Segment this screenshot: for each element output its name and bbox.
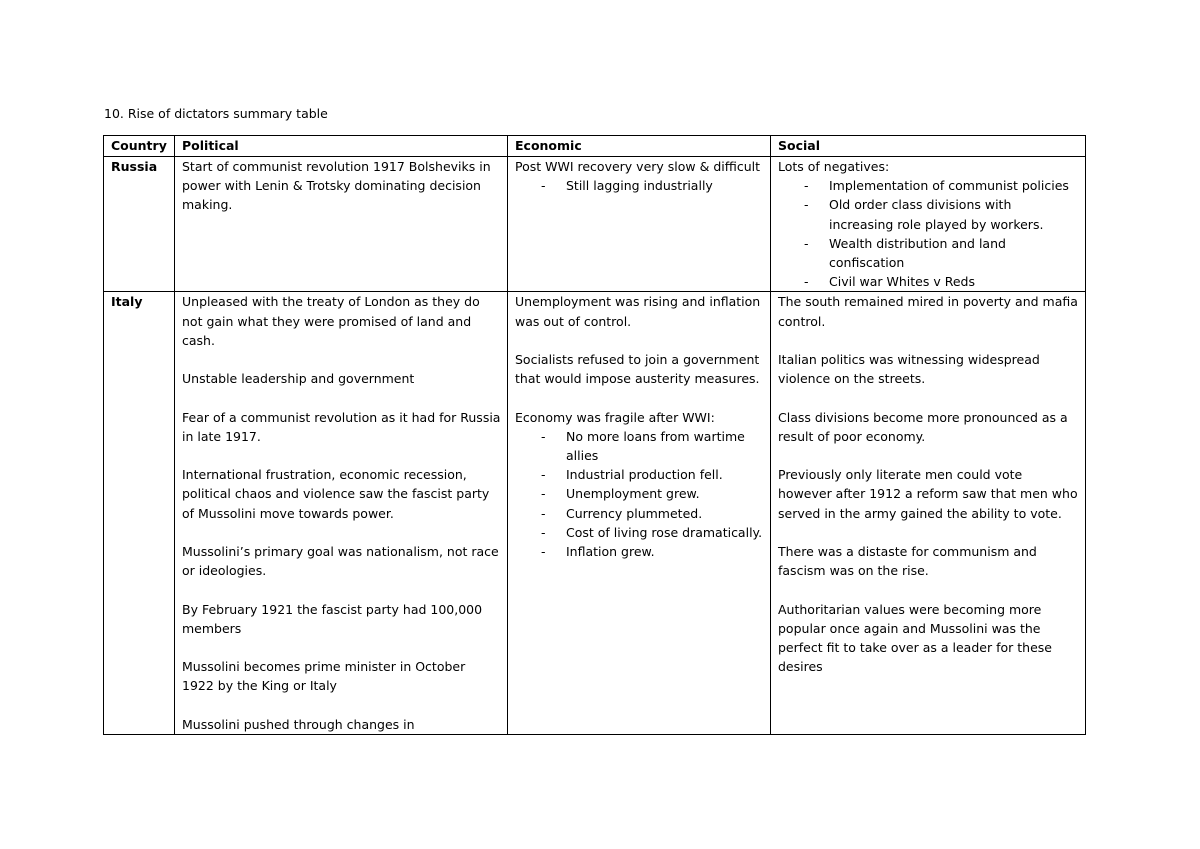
list-item: - Unemployment grew. <box>515 484 764 503</box>
list-item: - Inflation grew. <box>515 542 764 561</box>
russia-social-list <box>778 176 1079 291</box>
russia-economic-intro: Post WWI recovery very slow & difficult <box>515 159 760 174</box>
italy-economic-paragraph: Economy was fragile after WWI: <box>515 409 715 425</box>
header-economic: Economic <box>508 136 771 157</box>
italy-political-paragraph: Unstable leadership and government <box>182 371 415 387</box>
russia-economic-list <box>515 176 764 195</box>
italy-political-paragraph: Fear of a communist revolution as it had for Russia in late 1917. <box>182 409 501 444</box>
russia-economic-cell <box>508 157 771 292</box>
list-item: - Still lagging industrially <box>515 176 764 195</box>
list-item: - Civil war Whites v Reds <box>778 272 1079 291</box>
italy-political-paragraph: International frustration, economic recession, political chaos and violence saw the fascist party of Mussolini move towards power. <box>182 467 490 521</box>
italy-social-cell <box>771 292 1086 735</box>
italy-political-paragraph: Mussolini’s primary goal was nationalism, not race or ideologies. <box>182 544 499 579</box>
italy-country-cell: Italy <box>104 292 175 735</box>
russia-political-cell <box>175 157 508 292</box>
header-country: Country <box>104 136 175 157</box>
italy-social-paragraph: The south remained mired in poverty and mafia control. <box>778 294 1078 329</box>
italy-social-paragraph: There was a distaste for communism and fascism was on the rise. <box>778 544 1037 579</box>
italy-economic-paragraph: Unemployment was rising and inflation was out of control. <box>515 294 761 329</box>
list-item: - No more loans from wartime allies <box>515 427 764 465</box>
list-item: - Old order class divisions with increasing role played by workers. <box>778 195 1079 233</box>
list-item: - Industrial production fell. <box>515 465 764 484</box>
list-item: - Cost of living rose dramatically. <box>515 523 764 542</box>
italy-political-paragraph: Mussolini becomes prime minister in October 1922 by the King or Italy <box>182 659 466 694</box>
italy-economic-list <box>515 427 764 561</box>
header-political: Political <box>175 136 508 157</box>
list-item: - Wealth distribution and land confiscation <box>778 234 1079 272</box>
table-row-russia <box>104 157 1086 292</box>
table-row-italy <box>104 292 1086 735</box>
italy-social-paragraph: Previously only literate men could vote however after 1912 a reform saw that men who served in the army gained the ability to vote. <box>778 467 1078 521</box>
header-row <box>104 136 1086 157</box>
italy-political-paragraph: Unpleased with the treaty of London as they do not gain what they were promised of land and cash. <box>182 294 480 348</box>
summary-table <box>103 135 1086 735</box>
russia-political-text: Start of communist revolution 1917 Bolsheviks in power with Lenin & Trotsky dominating decision making. <box>182 159 491 213</box>
italy-economic-cell <box>508 292 771 735</box>
list-item: - Implementation of communist policies <box>778 176 1079 195</box>
list-item: - Currency plummeted. <box>515 504 764 523</box>
italy-political-paragraph: Mussolini pushed through changes in <box>182 716 415 732</box>
italy-political-cell <box>175 292 508 735</box>
russia-social-cell <box>771 157 1086 292</box>
russia-social-intro: Lots of negatives: <box>778 159 890 174</box>
italy-political-paragraph: By February 1921 the fascist party had 100,000 members <box>182 601 483 636</box>
italy-social-paragraph: Italian politics was witnessing widespread violence on the streets. <box>778 352 1040 387</box>
italy-social-paragraph: Authoritarian values were becoming more popular once again and Mussolini was the perfect fit to take over as a leader for these desires <box>778 601 1052 675</box>
italy-social-paragraph: Class divisions become more pronounced as a result of poor economy. <box>778 409 1068 444</box>
document-title: 10. Rise of dictators summary table <box>104 106 328 121</box>
italy-economic-paragraph: Socialists refused to join a government that would impose austerity measures. <box>515 352 760 387</box>
russia-country-cell: Russia <box>104 157 175 292</box>
header-social: Social <box>771 136 1086 157</box>
